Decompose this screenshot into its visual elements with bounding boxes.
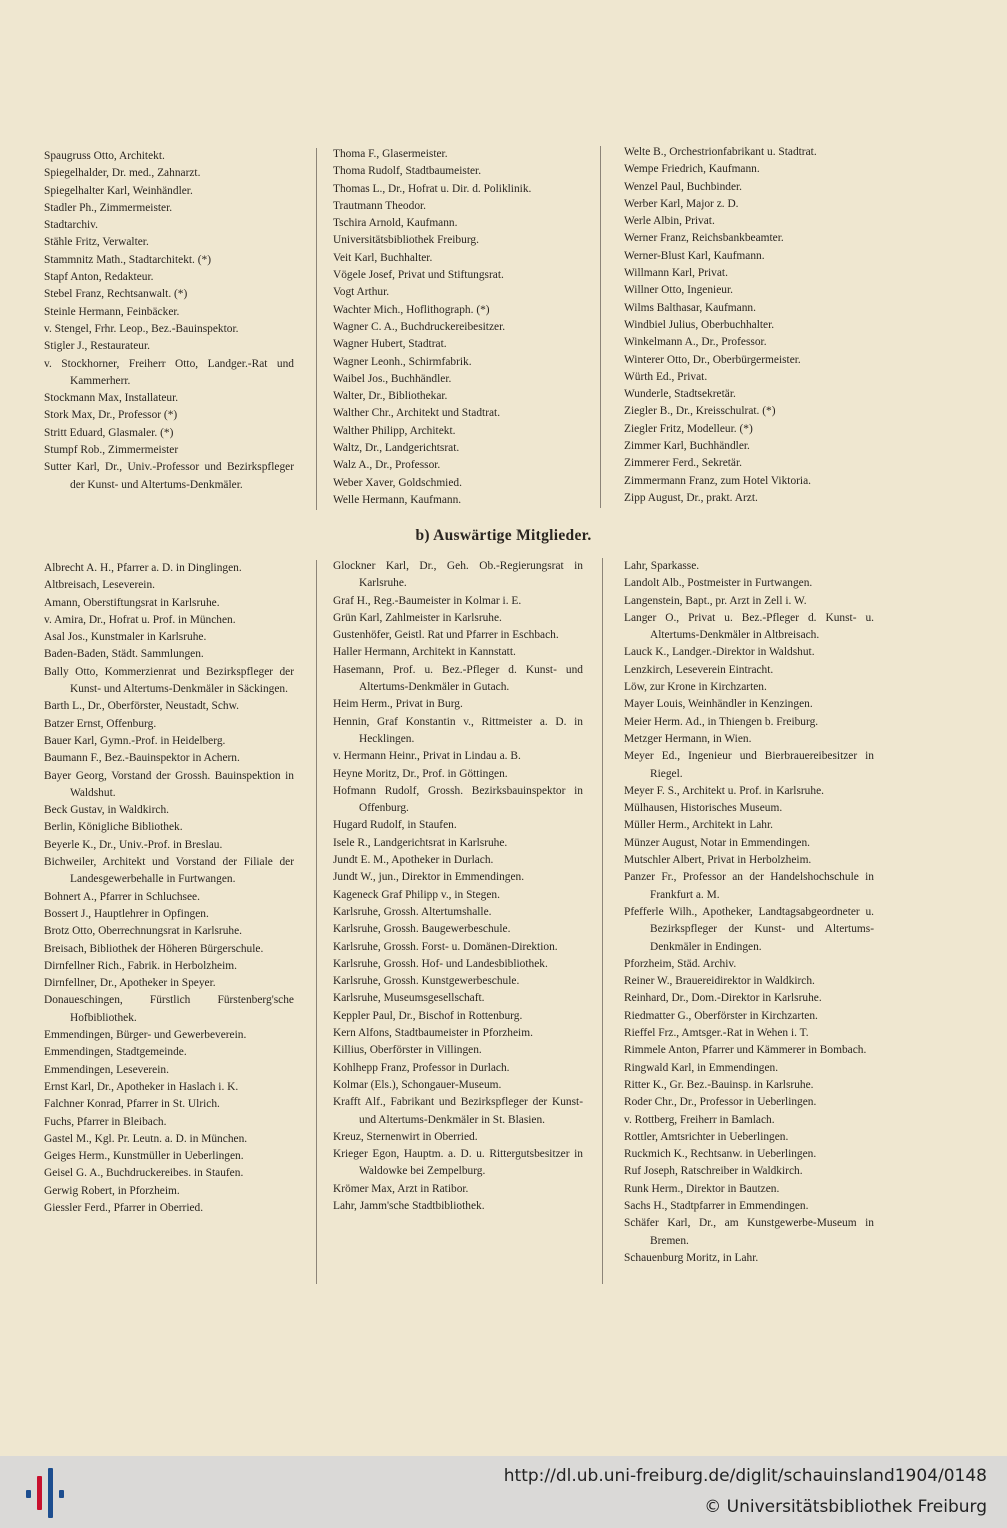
member-entry: Berlin, Königliche Bibliothek. xyxy=(44,821,183,834)
member-entry: Universitätsbibliothek Freiburg. xyxy=(333,234,479,247)
member-entry: Pfefferle Wilh., Apotheker, Landtagsabgeordneter u. Bezirkspfleger der Kunst- und Altertums-Denkmäler in Endingen. xyxy=(624,905,874,953)
copyright-notice: © Universitätsbibliothek Freiburg xyxy=(704,1497,987,1517)
member-entry: Lenzkirch, Leseverein Eintracht. xyxy=(624,663,774,676)
member-entry: Kohlhepp Franz, Professor in Durlach. xyxy=(333,1061,510,1074)
column-divider xyxy=(602,558,603,1284)
member-entry: Wachter Mich., Hoflithograph. (*) xyxy=(333,303,490,316)
member-entry: Stigler J., Restaurateur. xyxy=(44,340,150,353)
library-logo-icon xyxy=(22,1468,68,1518)
member-entry: Zipp August, Dr., prakt. Arzt. xyxy=(624,491,758,504)
member-entry: Werner-Blust Karl, Kaufmann. xyxy=(624,249,765,262)
member-entry: Karlsruhe, Grossh. Kunstgewerbeschule. xyxy=(333,975,520,988)
member-entry: Hennin, Graf Konstantin v., Rittmeister a. D. in Hecklingen. xyxy=(333,715,583,745)
member-entry: Bally Otto, Kommerzienrat und Bezirkspfleger der Kunst- und Altertums-Denkmäler in Säckingen. xyxy=(44,665,294,696)
section-heading: b) Auswärtige Mitglieder. xyxy=(415,527,592,544)
member-entry: Steinle Hermann, Feinbäcker. xyxy=(44,305,180,318)
member-entry: Meier Herm. Ad., in Thiengen b. Freiburg. xyxy=(624,715,819,728)
member-entry: Krafft Alf., Fabrikant und Bezirkspfleger der Kunst- und Altertums-Denkmäler in St. Blasien. xyxy=(333,1096,583,1126)
member-entry: Giessler Ferd., Pfarrer in Oberried. xyxy=(44,1201,204,1214)
member-entry: Walter, Dr., Bibliothekar. xyxy=(333,390,448,403)
member-entry: Ruckmich K., Rechtsanw. in Ueberlingen. xyxy=(624,1148,817,1161)
member-entry: Schauenburg Moritz, in Lahr. xyxy=(624,1251,759,1264)
member-entry: Kern Alfons, Stadtbaumeister in Pforzheim. xyxy=(333,1027,533,1040)
member-entry: Bauer Karl, Gymn.-Prof. in Heidelberg. xyxy=(44,734,226,747)
member-entry: Ziegler B., Dr., Kreisschulrat. (*) xyxy=(624,405,776,418)
member-entry: Spaugruss Otto, Architekt. xyxy=(44,150,165,162)
member-entry: Stockmann Max, Installateur. xyxy=(44,392,179,405)
member-entry: Haller Hermann, Architekt in Kannstatt. xyxy=(333,646,516,659)
member-entry: Stähle Fritz, Verwalter. xyxy=(44,236,149,249)
member-entry: Bayer Georg, Vorstand der Grossh. Bauinspektion in Waldshut. xyxy=(44,769,294,799)
member-entry: Rottler, Amtsrichter in Ueberlingen. xyxy=(624,1130,789,1143)
member-entry: Willner Otto, Ingenieur. xyxy=(624,284,733,297)
member-entry: Jundt W., jun., Direktor in Emmendingen. xyxy=(333,871,525,884)
member-entry: v. Hermann Heinr., Privat in Lindau a. B. xyxy=(333,750,521,763)
member-entry: Karlsruhe, Museumsgesellschaft. xyxy=(333,992,485,1005)
member-entry: v. Stockhorner, Freiherr Otto, Landger.-Rat und Kammerherr. xyxy=(44,357,294,387)
member-entry: Langenstein, Bapt., pr. Arzt in Zell i. W. xyxy=(624,594,807,607)
member-entry: Stammnitz Math., Stadtarchitekt. (*) xyxy=(44,253,212,266)
member-entry: Münzer August, Notar in Emmendingen. xyxy=(624,836,811,849)
member-entry: Stadler Ph., Zimmermeister. xyxy=(44,201,173,214)
member-entry: Krieger Egon, Hauptm. a. D. u. Rittergutsbesitzer in Waldowke bei Zempelburg. xyxy=(333,1148,583,1178)
member-entry: Runk Herm., Direktor in Bautzen. xyxy=(624,1182,780,1195)
member-entry: Wunderle, Stadtsekretär. xyxy=(624,388,736,401)
member-entry: Riedmatter G., Oberförster in Kirchzarten. xyxy=(624,1009,818,1022)
member-entry: Ringwald Karl, in Emmendingen. xyxy=(624,1061,779,1074)
footer-bar xyxy=(0,1456,1007,1528)
member-entry: Karlsruhe, Grossh. Hof- und Landesbibliothek. xyxy=(333,957,548,970)
member-entry: Pforzheim, Städ. Archiv. xyxy=(624,957,737,970)
member-entry: Ziegler Fritz, Modelleur. (*) xyxy=(624,422,753,435)
member-entry: v. Rottberg, Freiherr in Bamlach. xyxy=(624,1113,775,1126)
member-entry: Reinhard, Dr., Dom.-Direktor in Karlsruhe. xyxy=(624,992,822,1005)
member-entry: Panzer Fr., Professor an der Handelshochschule in Frankfurt a. M. xyxy=(624,871,874,901)
member-entry: Barth L., Dr., Oberförster, Neustadt, Schw. xyxy=(44,700,239,713)
member-entry: Kreuz, Sternenwirt in Oberried. xyxy=(333,1130,478,1143)
member-entry: Stritt Eduard, Glasmaler. (*) xyxy=(44,426,174,439)
member-entry: Werber Karl, Major z. D. xyxy=(624,197,739,210)
lower-column-3 xyxy=(624,558,874,1267)
member-entry: Dirnfellner, Dr., Apotheker in Speyer. xyxy=(44,977,216,990)
member-entry: Wagner Hubert, Stadtrat. xyxy=(333,338,447,351)
member-entry: Roder Chr., Dr., Professor in Ueberlingen. xyxy=(624,1096,817,1109)
member-entry: Brotz Otto, Oberrechnungsrat in Karlsruhe. xyxy=(44,925,243,938)
member-entry: Hugard Rudolf, in Staufen. xyxy=(333,819,457,832)
member-entry: Werle Albin, Privat. xyxy=(624,215,715,228)
member-entry: Baden-Baden, Städt. Sammlungen. xyxy=(44,648,204,661)
member-entry: Mayer Louis, Weinhändler in Kenzingen. xyxy=(624,698,813,711)
upper-column-2 xyxy=(333,146,583,509)
upper-column-3 xyxy=(624,144,874,507)
member-entry: Thomas L., Dr., Hofrat u. Dir. d. Poliklinik. xyxy=(333,182,532,195)
member-entry: Breisach, Bibliothek der Höheren Bürgerschule. xyxy=(44,942,264,955)
member-entry: Kolmar (Els.), Schongauer-Museum. xyxy=(333,1078,502,1091)
member-entry: Heim Herm., Privat in Burg. xyxy=(333,698,463,711)
member-entry: Albrecht A. H., Pfarrer a. D. in Dinglingen. xyxy=(44,562,242,574)
member-entry: Reiner W., Brauereidirektor in Waldkirch. xyxy=(624,975,815,988)
logo-bar xyxy=(59,1490,64,1498)
logo-bar xyxy=(26,1490,31,1498)
member-entry: Meyer Ed., Ingenieur und Bierbrauereibesitzer in Riegel. xyxy=(624,750,874,780)
member-entry: Amann, Oberstiftungsrat in Karlsruhe. xyxy=(44,596,220,609)
member-entry: Zimmerer Ferd., Sekretär. xyxy=(624,457,742,470)
upper-column-1 xyxy=(44,148,294,494)
member-entry: Lahr, Jamm'sche Stadtbibliothek. xyxy=(333,1199,485,1212)
member-entry: Beyerle K., Dr., Univ.-Prof. in Breslau. xyxy=(44,838,223,851)
member-entry: Baumann F., Bez.-Bauinspektor in Achern. xyxy=(44,752,240,765)
member-entry: Geisel G. A., Buchdruckereibes. in Staufen. xyxy=(44,1167,244,1180)
member-entry: Müller Herm., Architekt in Lahr. xyxy=(624,819,773,832)
member-entry: Keppler Paul, Dr., Bischof in Rottenburg. xyxy=(333,1009,523,1022)
member-entry: Spiegelhalder, Dr. med., Zahnarzt. xyxy=(44,167,201,180)
member-entry: Wilms Balthasar, Kaufmann. xyxy=(624,301,756,314)
member-entry: Beck Gustav, in Waldkirch. xyxy=(44,804,169,817)
member-entry: Lauck K., Landger.-Direktor in Waldshut. xyxy=(624,646,815,659)
member-entry: Hasemann, Prof. u. Bez.-Pfleger d. Kunst- und Altertums-Denkmäler in Gutach. xyxy=(333,663,583,694)
member-entry: Krömer Max, Arzt in Ratibor. xyxy=(333,1182,469,1195)
member-entry: Windbiel Julius, Oberbuchhalter. xyxy=(624,318,775,331)
member-entry: Vögele Josef, Privat und Stiftungsrat. xyxy=(333,269,504,282)
member-entry: Sachs H., Stadtpfarrer in Emmendingen. xyxy=(624,1199,809,1212)
member-entry: Thoma F., Glasermeister. xyxy=(333,148,448,160)
member-entry: Stumpf Rob., Zimmermeister xyxy=(44,444,179,457)
member-entry: Heyne Moritz, Dr., Prof. in Göttingen. xyxy=(333,767,508,780)
permalink-url[interactable]: http://dl.ub.uni-freiburg.de/diglit/schauinsland1904/0148 xyxy=(503,1466,987,1486)
member-entry: Dirnfellner Rich., Fabrik. in Herbolzheim. xyxy=(44,959,237,972)
member-entry: Rieffel Frz., Amtsger.-Rat in Wehen i. T. xyxy=(624,1027,809,1040)
member-entry: Lahr, Sparkasse. xyxy=(624,560,700,572)
member-entry: Kageneck Graf Philipp v., in Stegen. xyxy=(333,888,500,901)
member-entry: Emmendingen, Bürger- und Gewerbeverein. xyxy=(44,1029,247,1042)
member-entry: Falchner Konrad, Pfarrer in St. Ulrich. xyxy=(44,1098,220,1111)
member-entry: Walther Philipp, Architekt. xyxy=(333,424,456,437)
member-entry: Stork Max, Dr., Professor (*) xyxy=(44,409,178,422)
member-entry: Wagner Leonh., Schirmfabrik. xyxy=(333,355,472,368)
member-entry: Wempe Friedrich, Kaufmann. xyxy=(624,163,760,176)
member-entry: Bichweiler, Architekt und Vorstand der Filiale der Landesgewerbehalle in Furtwangen. xyxy=(44,856,294,886)
member-entry: Asal Jos., Kunstmaler in Karlsruhe. xyxy=(44,631,207,644)
member-entry: Spiegelhalter Karl, Weinhändler. xyxy=(44,184,193,197)
member-entry: Waibel Jos., Buchhändler. xyxy=(333,372,452,385)
member-entry: Hofmann Rudolf, Grossh. Bezirksbauinspektor in Offenburg. xyxy=(333,784,583,815)
member-entry: Stebel Franz, Rechtsanwalt. (*) xyxy=(44,288,188,301)
member-entry: Rimmele Anton, Pfarrer und Kämmerer in Bombach. xyxy=(624,1044,867,1057)
member-entry: Karlsruhe, Grossh. Baugewerbeschule. xyxy=(333,923,511,936)
lower-column-1 xyxy=(44,560,294,1217)
member-entry: Landolt Alb., Postmeister in Furtwangen. xyxy=(624,577,813,590)
member-entry: Meyer F. S., Architekt u. Prof. in Karlsruhe. xyxy=(624,784,824,797)
member-entry: Glockner Karl, Dr., Geh. Ob.-Regierungsrat in Karlsruhe. xyxy=(333,560,583,590)
member-entry: Zimmer Karl, Buchhändler. xyxy=(624,440,750,453)
member-entry: Werner Franz, Reichsbankbeamter. xyxy=(624,232,784,245)
member-entry: Löw, zur Krone in Kirchzarten. xyxy=(624,681,767,694)
member-entry: Altbreisach, Leseverein. xyxy=(44,579,156,592)
member-entry: Stadtarchiv. xyxy=(44,219,98,232)
logo-bar xyxy=(48,1468,53,1518)
member-entry: Ernst Karl, Dr., Apotheker in Haslach i. K. xyxy=(44,1080,239,1093)
member-entry: Veit Karl, Buchhalter. xyxy=(333,251,433,264)
member-entry: Grün Karl, Zahlmeister in Karlsruhe. xyxy=(333,611,502,624)
member-entry: Jundt E. M., Apotheker in Durlach. xyxy=(333,854,494,867)
member-entry: Bohnert A., Pfarrer in Schluchsee. xyxy=(44,890,200,903)
member-entry: v. Amira, Dr., Hofrat u. Prof. in München. xyxy=(44,613,236,626)
member-entry: Welle Hermann, Kaufmann. xyxy=(333,493,462,506)
member-entry: Wenzel Paul, Buchbinder. xyxy=(624,180,743,193)
member-entry: Wagner C. A., Buchdruckereibesitzer. xyxy=(333,320,506,333)
member-entry: Weber Xaver, Goldschmied. xyxy=(333,476,462,489)
member-entry: Karlsruhe, Grossh. Forst- u. Domänen-Direktion. xyxy=(333,940,558,953)
member-entry: Schäfer Karl, Dr., am Kunstgewerbe-Museum in Bremen. xyxy=(624,1217,874,1247)
member-entry: v. Stengel, Frhr. Leop., Bez.-Bauinspektor. xyxy=(44,322,239,335)
member-entry: Zimmermann Franz, zum Hotel Viktoria. xyxy=(624,474,812,487)
member-entry: Walther Chr., Architekt und Stadtrat. xyxy=(333,407,501,420)
member-entry: Emmendingen, Stadtgemeinde. xyxy=(44,1046,187,1059)
member-entry: Welte B., Orchestrionfabrikant u. Stadtrat. xyxy=(624,146,817,158)
member-entry: Ruf Joseph, Ratschreiber in Waldkirch. xyxy=(624,1165,803,1178)
member-entry: Winkelmann A., Dr., Professor. xyxy=(624,336,767,349)
lower-column-2 xyxy=(333,558,583,1215)
member-entry: Ritter K., Gr. Bez.-Bauinsp. in Karlsruhe. xyxy=(624,1078,814,1091)
member-entry: Langer O., Privat u. Bez.-Pfleger d. Kunst- u. Altertums-Denkmäler in Altbreisach. xyxy=(624,611,874,642)
member-entry: Emmendingen, Leseverein. xyxy=(44,1063,169,1076)
column-divider xyxy=(316,148,317,510)
member-entry: Gerwig Robert, in Pforzheim. xyxy=(44,1184,180,1197)
member-entry: Gastel M., Kgl. Pr. Leutn. a. D. in München. xyxy=(44,1132,248,1145)
column-divider xyxy=(316,560,317,1284)
member-entry: Walz A., Dr., Professor. xyxy=(333,459,441,472)
member-entry: Thoma Rudolf, Stadtbaumeister. xyxy=(333,165,482,178)
member-entry: Willmann Karl, Privat. xyxy=(624,267,728,280)
member-entry: Isele R., Landgerichtsrat in Karlsruhe. xyxy=(333,836,508,849)
member-entry: Stapf Anton, Redakteur. xyxy=(44,271,154,284)
member-entry: Winterer Otto, Dr., Oberbürgermeister. xyxy=(624,353,801,366)
member-entry: Killius, Oberförster in Villingen. xyxy=(333,1044,482,1057)
member-entry: Sutter Karl, Dr., Univ.-Professor und Bezirkspfleger der Kunst- und Altertums-Denkmäler. xyxy=(44,461,294,491)
member-entry: Mutschler Albert, Privat in Herbolzheim. xyxy=(624,854,812,867)
member-entry: Würth Ed., Privat. xyxy=(624,370,708,383)
member-entry: Geiges Herm., Kunstmüller in Ueberlingen. xyxy=(44,1150,244,1163)
member-entry: Bossert J., Hauptlehrer in Opfingen. xyxy=(44,907,209,920)
member-entry: Trautmann Theodor. xyxy=(333,199,427,212)
member-entry: Vogt Arthur. xyxy=(333,286,390,299)
member-entry: Fuchs, Pfarrer in Bleibach. xyxy=(44,1115,167,1128)
member-entry: Batzer Ernst, Offenburg. xyxy=(44,717,157,730)
member-entry: Mülhausen, Historisches Museum. xyxy=(624,802,783,815)
member-entry: Tschira Arnold, Kaufmann. xyxy=(333,217,458,230)
member-entry: Karlsruhe, Grossh. Altertumshalle. xyxy=(333,905,492,918)
column-divider xyxy=(600,146,601,508)
member-entry: Gustenhöfer, Geistl. Rat und Pfarrer in Eschbach. xyxy=(333,629,559,642)
member-entry: Graf H., Reg.-Baumeister in Kolmar i. E. xyxy=(333,594,522,607)
member-entry: Waltz, Dr., Landgerichtsrat. xyxy=(333,442,460,455)
member-entry: Donaueschingen, Fürstlich Fürstenberg'sche Hofbibliothek. xyxy=(44,994,294,1024)
logo-bar xyxy=(37,1476,42,1510)
member-entry: Metzger Hermann, in Wien. xyxy=(624,732,752,745)
